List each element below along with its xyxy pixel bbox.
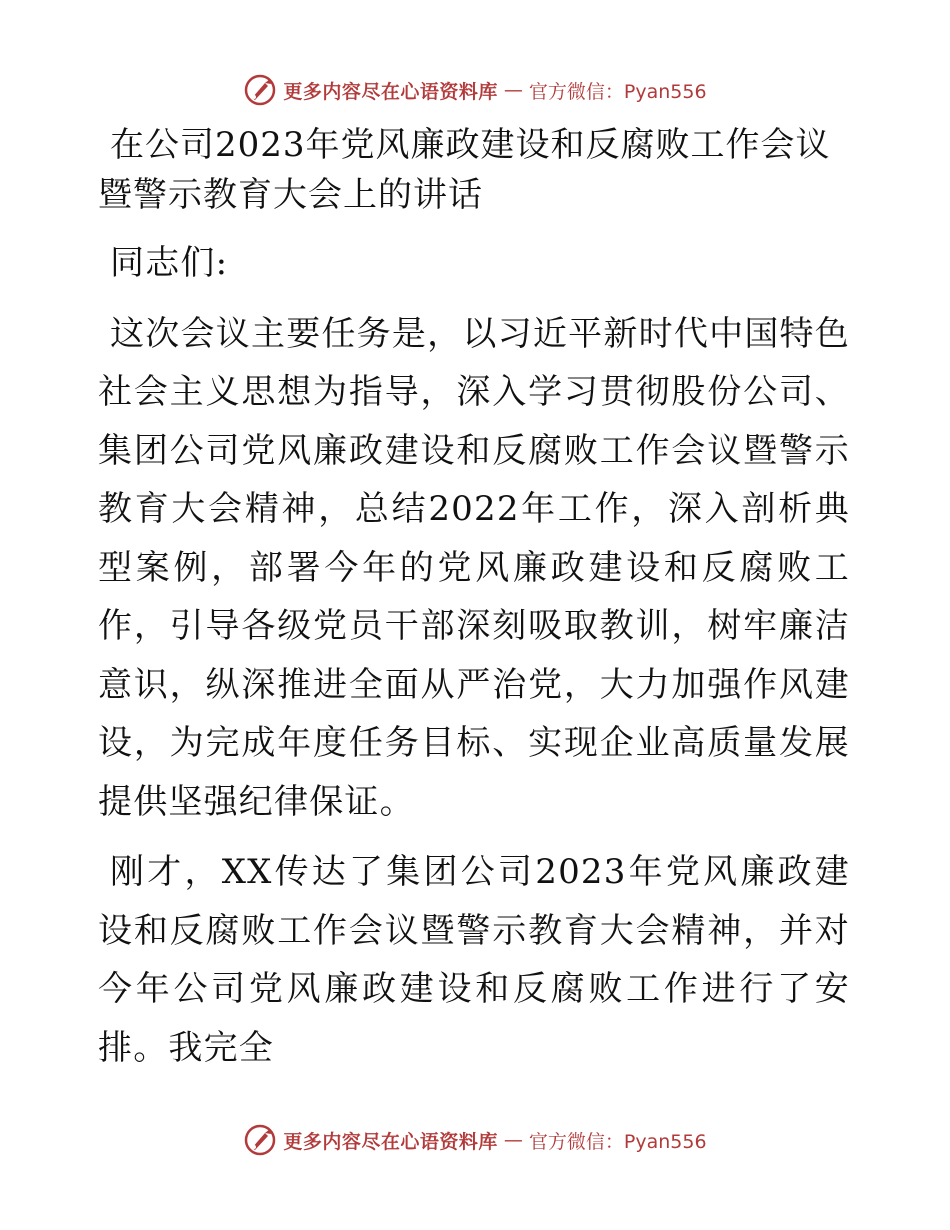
watermark-separator: — <box>503 79 523 101</box>
paragraph-2: 刚才，XX传达了集团公司2023年党风廉政建设和反腐败工作会议暨警示教育大会精神，并对今年公司党风廉政建设和反腐败工作进行了安排。我完全 <box>98 852 850 1068</box>
watermark-header <box>0 70 950 110</box>
document-title: 在公司2023年党风廉政建设和反腐败工作会议暨警示教育大会上的讲话 <box>98 125 831 215</box>
watermark-brand: 更多内容尽在心语资料库 <box>283 80 498 103</box>
document-body <box>98 120 850 1089</box>
paragraph-1: 这次会议主要任务是，以习近平新时代中国特色社会主义思想为指导，深入学习贯彻股份公司、集团公司党风廉政建设和反腐败工作会议暨警示教育大会精神，总结2022年工作，深入剖析典型案例，部署今年的党风廉政建设和反腐败工作，引导各级党员干部深刻吸取教训，树牢廉洁意识，纵深推进全面从严治党，大力加强作风建设，为完成年度任务目标、实现企业高质量发展提供坚强纪律保证。 <box>98 313 850 822</box>
watermark-brand: 更多内容尽在心语资料库 <box>283 1130 498 1153</box>
quill-pen-logo-icon <box>243 73 277 107</box>
watermark-contact: 官方微信：Pyan556 <box>528 1130 707 1153</box>
watermark-separator: — <box>503 1129 523 1151</box>
quill-pen-logo-icon <box>243 1123 277 1157</box>
watermark-footer <box>0 1120 950 1160</box>
watermark-contact: 官方微信：Pyan556 <box>528 80 707 103</box>
salutation: 同志们: <box>110 243 229 283</box>
